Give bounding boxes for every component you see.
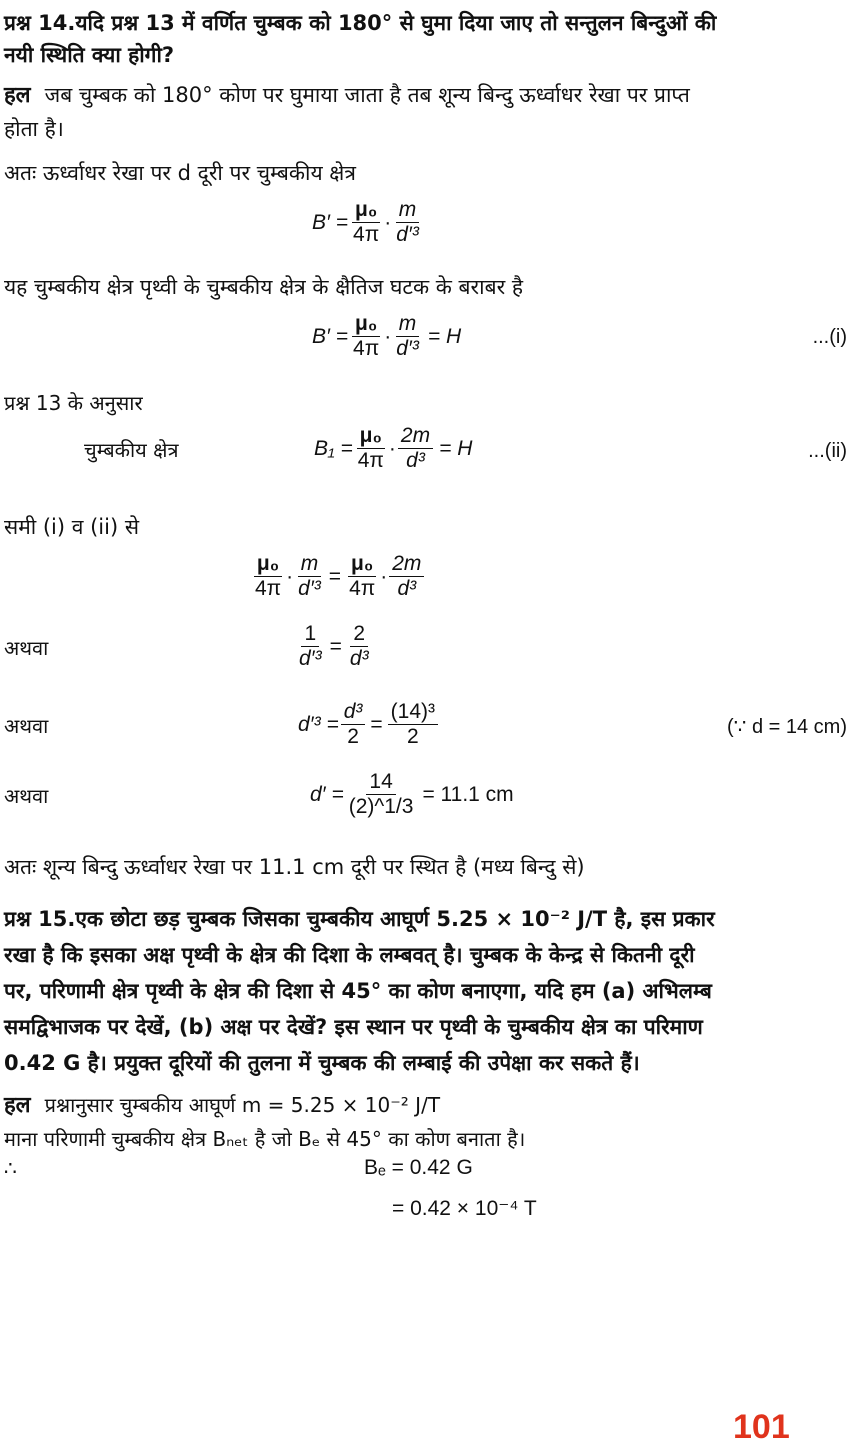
solution-15-line2: माना परिणामी चुम्बकीय क्षेत्र Bₙₑₜ है जो Bₑ से 45° का कोण बनाता है। [4,1127,526,1151]
eq1-num1: μ₀ [352,198,380,223]
eq1-num2: m [396,198,420,223]
eq5-equals: = [329,634,342,658]
eq3-lhs: B₁ = [314,436,353,460]
eq6-num1: d³ [341,700,366,725]
equation-tag-ii: ...(ii) [808,440,847,462]
question-15-line1 [4,904,847,934]
eq2-fraction-m [393,312,422,361]
eq2-den1: 4π [353,337,380,360]
eq4-equals: = [328,564,342,588]
question-15-line4: समद्विभाजक पर देखें, (b) अक्ष पर देखें? इस स्थान पर पृथ्वी के चुम्बकीय क्षेत्र का परिमाण [4,1015,703,1039]
eq7-lhs: d′ = [310,782,344,806]
eq3-den2: d³ [406,449,425,472]
eq4-den2: d′³ [298,577,321,600]
eq5-fraction-1 [296,622,325,671]
field-label: चुम्बकीय क्षेत्र [84,438,179,462]
eq4-den3: 4π [349,577,376,600]
eq5-num2: 2 [350,622,368,647]
eq1-fraction-mu [350,198,382,247]
eq4-dot2: · [380,564,388,588]
eq3-fraction-mu [355,424,387,473]
eq7-num: 14 [366,770,395,795]
question-14-line1 [4,8,847,38]
equation-4 [250,552,426,601]
eq7-den: (2)^1/3 [348,795,414,818]
eq4-fraction-4 [389,552,424,601]
eq4-fraction-2 [295,552,324,601]
equation-8: Bₑ = 0.42 G [364,1156,473,1179]
eq4-num3: μ₀ [348,552,376,577]
solution-14-line2: होता है। [4,117,64,141]
question-15-line2: रखा है कि इसका अक्ष पृथ्वी के क्षेत्र की दिशा के लम्बवत् है। चुम्बक के केन्द्र से कितनी दूरी [4,943,695,967]
eq6-equals: = [370,712,383,736]
eq2-num1: μ₀ [352,312,380,337]
eq1-den2: d′³ [396,223,419,246]
eq6-fraction-2 [388,700,438,749]
eq4-num4: 2m [389,552,424,577]
eq4-den1: 4π [255,577,282,600]
eq5-den2: d³ [349,647,369,670]
solution-14-line4: यह चुम्बकीय क्षेत्र पृथ्वी के चुम्बकीय क्षेत्र के क्षैतिज घटक के बराबर है [4,275,523,299]
eq1-lhs: B′ = [312,210,349,234]
solution-14-line3: अतः ऊर्ध्वाधर रेखा पर d दूरी पर चुम्बकीय क्षेत्र [4,161,356,185]
solution-14-line1 [4,80,847,111]
eq6-fraction-1 [341,700,366,749]
eq4-num2: m [298,552,322,577]
eq3-num2: 2m [398,424,433,449]
equation-9: = 0.42 × 10⁻⁴ T [392,1197,537,1220]
eq4-num1: μ₀ [254,552,282,577]
eq3-fraction-2m [398,424,433,473]
eq4-fraction-3 [346,552,378,601]
question-14-label: प्रश्न 14. [4,11,76,35]
athva-label-1: अथवा [4,636,49,660]
solution-15-line1 [4,1090,847,1121]
eq2-fraction-mu [350,312,382,361]
eq5-fraction-2 [347,622,372,671]
solution-15-label: हल [4,1093,31,1118]
equation-5 [294,622,374,671]
eq3-dot: · [388,436,396,460]
eq2-rhs: = H [427,324,462,348]
therefore-symbol: ∴ [4,1156,17,1180]
eq4-den4: d³ [397,577,417,600]
solution-14-line5: प्रश्न 13 के अनुसार [4,391,143,415]
question-15-label: प्रश्न 15. [4,907,76,931]
eq6-den2: 2 [407,725,419,748]
equation-3 [314,424,472,473]
solution-label: हल [4,83,31,108]
eq1-fraction-m [393,198,422,247]
equation-tag-i: ...(i) [812,326,847,348]
equation-2 [312,312,461,361]
solution-14-text: जब चुम्बक को 180° कोण पर घुमाया जाता है तब शून्य बिन्दु ऊर्ध्वाधर रेखा पर प्राप्त [44,83,690,107]
page-number: 101 [733,1408,790,1446]
eq3-den1: 4π [357,449,384,472]
question-15-line3: पर, परिणामी क्षेत्र पृथ्वी के क्षेत्र की दिशा से 45° का कोण बनाएगा, यदि हम (a) अभिलम्ब [4,979,712,1003]
eq5-num1: 1 [301,622,319,647]
athva-label-2: अथवा [4,714,49,738]
eq7-fraction [346,770,417,819]
question-15-text: एक छोटा छड़ चुम्बक जिसका चुम्बकीय आघूर्ण 5.25 × 10⁻² J/T है, इस प्रकार [75,907,715,931]
athva-label-3: अथवा [4,784,49,808]
eq1-den1: 4π [353,223,380,246]
eq6-den1: 2 [347,725,359,748]
eq4-fraction-1 [252,552,284,601]
eq2-num2: m [396,312,420,337]
solution-14-line6: समी (i) व (ii) से [4,515,140,539]
eq5-den1: d′³ [299,647,322,670]
eq7-rhs: = 11.1 cm [422,782,514,806]
eq2-dot: · [384,324,392,348]
equation-1 [312,198,424,247]
solution-15-text: प्रश्नानुसार चुम्बकीय आघूर्ण m = 5.25 × 10⁻² J/T [44,1093,441,1117]
eq2-den2: d′³ [396,337,419,360]
solution-14-conclusion: अतः शून्य बिन्दु ऊर्ध्वाधर रेखा पर 11.1 cm दूरी पर स्थित है (मध्य बिन्दु से) [4,855,585,879]
eq6-num2: (14)³ [388,700,438,725]
question-15-line5: 0.42 G है। प्रयुक्त दूरियों की तुलना में चुम्बक की लम्बाई की उपेक्षा कर सकते हैं। [4,1051,640,1075]
question-14-line2: नयी स्थिति क्या होगी? [4,43,175,67]
eq2-lhs: B′ = [312,324,349,348]
equation-7 [310,770,514,819]
equation-6 [298,700,440,749]
eq4-dot1: · [286,564,294,588]
eq6-lhs: d′³ = [298,712,339,736]
eq1-dot: · [384,210,392,234]
eq3-rhs: = H [439,436,473,460]
question-14-text: यदि प्रश्न 13 में वर्णित चुम्बक को 180° से घुमा दिया जाए तो सन्तुलन बिन्दुओं की [75,11,717,35]
eq3-num1: μ₀ [357,424,385,449]
distance-note: (∵ d = 14 cm) [727,716,847,738]
